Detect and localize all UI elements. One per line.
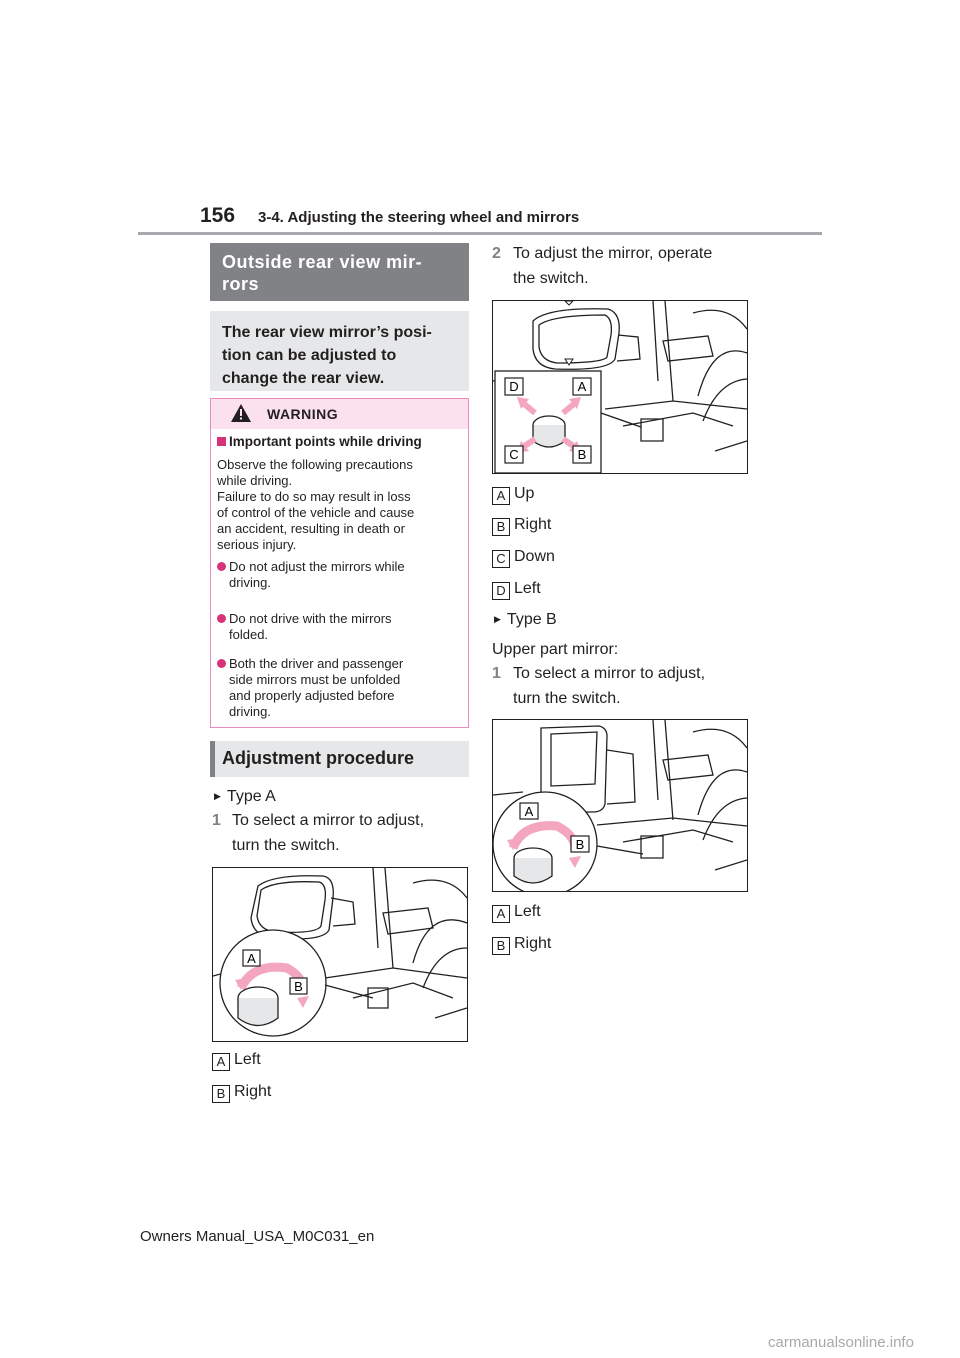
legend-row [492,516,551,536]
step-text-line: the switch. [513,270,589,287]
warning-label: WARNING [267,406,339,422]
legend-text: Right [514,516,552,533]
legend-key: B [492,518,510,536]
legend-key: A [492,905,510,923]
mirror-direction-illustration [493,301,747,473]
step-b1-text [513,663,705,710]
step-number: 1 [492,665,501,682]
legend-key: A [492,487,510,505]
legend-row [212,1083,271,1103]
legend-key: B [492,937,510,955]
warning-header [211,399,468,429]
legend-key: B [212,1085,230,1103]
warning-bullet-line: Do not drive with the mirrors [229,611,392,626]
intro-line3: change the rear view. [222,370,385,387]
legend-key: A [212,1053,230,1071]
intro-line1: The rear view mirror’s posi- [222,324,432,341]
footer-text: Owners Manual_USA_M0C031_en [140,1228,375,1245]
warning-text-line: Observe the following precautions [217,457,413,472]
step-2-text [513,243,712,290]
figure-label-d: D [509,379,519,394]
legend-text: Up [514,485,535,502]
warning-triangle-icon [231,404,251,422]
section-heading [210,243,469,301]
mirror-figure-type-a-adjust [492,300,748,474]
legend-text: Right [234,1083,272,1100]
warning-box [210,398,469,728]
section-title: 3-4. Adjusting the steering wheel and mirrors [258,209,580,226]
adjustment-heading: Adjustment procedure [210,741,469,777]
figure-label-a: A [577,379,587,394]
step-text-line: turn the switch. [232,837,340,854]
step-number: 2 [492,245,501,262]
figure-label-c: C [509,447,519,462]
legend-text: Left [514,580,541,597]
section-heading-line2: rors [222,274,260,294]
mirror-switch-illustration [213,868,467,1041]
warning-bullet-line: folded. [229,627,269,642]
legend-row [492,548,555,568]
step-2-number [492,243,501,265]
legend-text: Left [234,1051,261,1068]
upper-part-label: Upper part mirror: [492,641,619,658]
step-1-number [212,810,221,832]
legend-key: D [492,582,510,600]
legend-row [212,1051,261,1071]
figure-label-a: A [524,804,534,819]
square-bullet-icon [217,437,226,446]
warning-bullet-line: Both the driver and passenger [229,656,404,671]
mirror-figure-type-a-select [212,867,468,1042]
circle-bullet-icon [217,562,226,571]
figure-label-b: B [577,447,587,462]
intro-box [210,311,469,391]
page-number: 156 [200,204,236,227]
legend-text: Left [514,903,541,920]
type-a-label: ▶ Type A [214,786,276,809]
step-1-text [232,810,424,857]
warning-subheading [217,434,422,449]
mirror-figure-type-b-select [492,719,748,892]
circle-bullet-icon [217,614,226,623]
warning-text-line: an accident, resulting in death or [217,521,405,536]
step-text-line: To select a mirror to adjust, [232,812,425,829]
warning-text-line: of control of the vehicle and cause [217,505,415,520]
legend-row [492,935,551,955]
legend-row [492,580,541,600]
warning-text-line: Failure to do so may result in loss [217,489,411,504]
header-rule [138,232,822,235]
warning-bullet-line: driving. [229,575,271,590]
step-text-line: To adjust the mirror, operate [513,245,713,262]
warning-subheading-text: Important points while driving [229,434,422,449]
warning-bullet-line: driving. [229,704,271,719]
figure-label-b: B [575,837,585,852]
step-text-line: To select a mirror to adjust, [513,665,706,682]
legend-key: C [492,550,510,568]
warning-text-line: while driving. [217,473,293,488]
step-b1-number [492,663,501,685]
warning-text [217,457,463,553]
warning-bullet-line: and properly adjusted before [229,688,395,703]
section-heading-line1: Outside rear view mir- [222,252,423,272]
legend-text: Down [514,548,555,565]
warning-bullet-line: Do not adjust the mirrors while [229,559,405,574]
mirror-switch-illustration [493,720,747,891]
watermark-link[interactable]: carmanualsonline.info [768,1334,914,1351]
intro-line2: tion can be adjusted to [222,347,397,364]
figure-label-b: B [294,979,303,994]
warning-text-line: serious injury. [217,537,297,552]
legend-row [492,485,534,505]
figure-label-a: A [247,951,256,966]
legend-text: Right [514,935,552,952]
step-text-line: turn the switch. [513,690,621,707]
warning-bullet-line: side mirrors must be unfolded [229,672,401,687]
circle-bullet-icon [217,659,226,668]
step-number: 1 [212,812,221,829]
legend-row [492,903,541,923]
type-b-label: ▶ Type B [494,609,557,632]
